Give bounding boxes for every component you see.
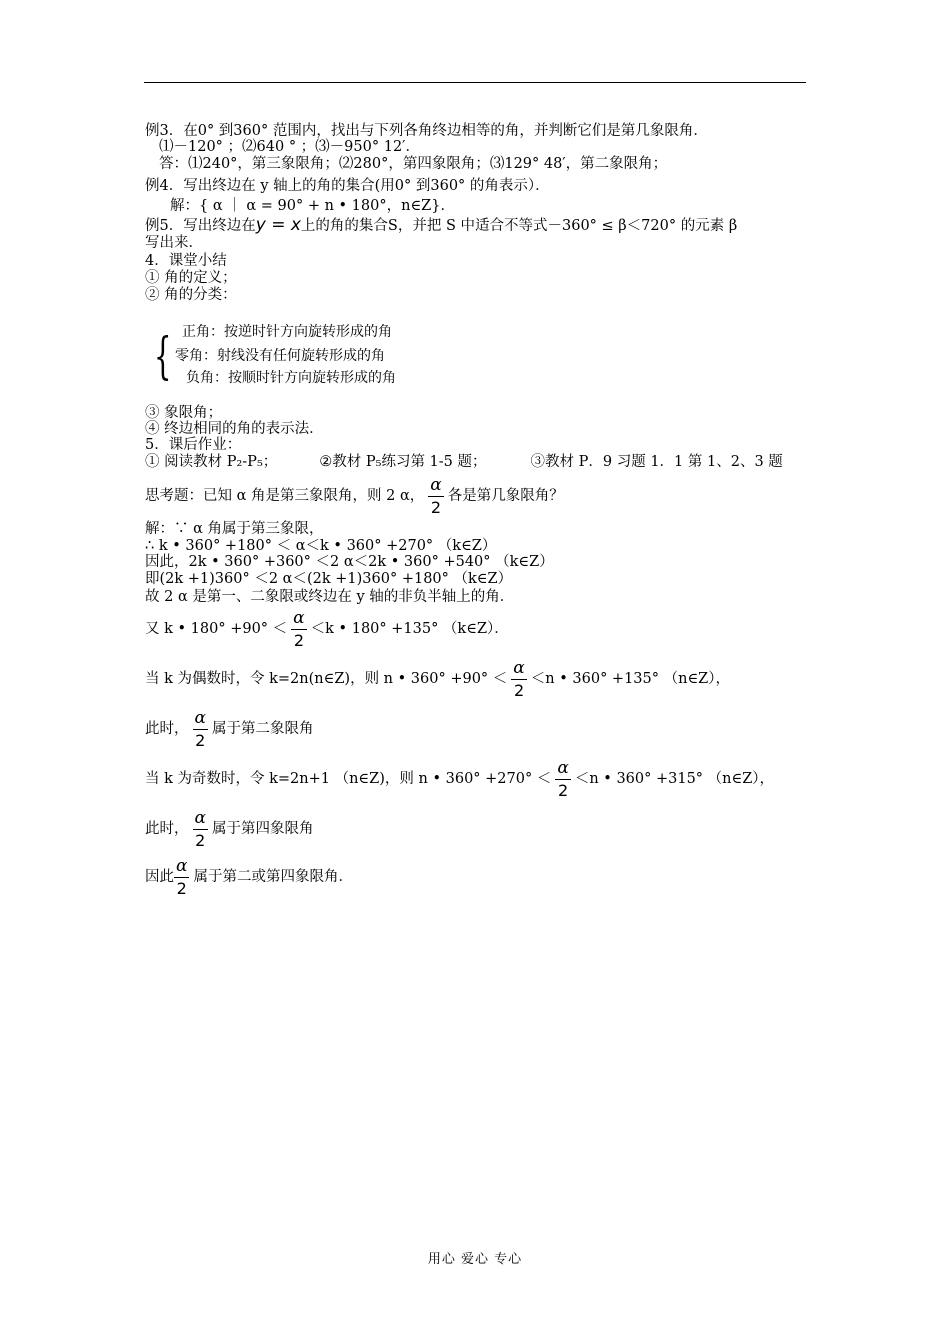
section-4-title: 4．课堂小结 bbox=[145, 253, 227, 269]
homework-2: ②教材 P₅练习第 1-5 题； bbox=[319, 454, 487, 470]
solution-line-10 bbox=[145, 806, 313, 852]
example-3-answer: 答：⑴240°，第三象限角；⑵280°，第四象限角；⑶129° 48′，第二象限角； bbox=[159, 156, 668, 172]
negative-angle: 负角：按顺时针方向旋转形成的角 bbox=[186, 370, 396, 386]
example-5 bbox=[145, 217, 737, 234]
fraction-alpha-over-2 bbox=[193, 707, 208, 750]
think-question-a: 思考题：已知 α 角是第三象限角，则 2 α， bbox=[145, 488, 425, 504]
homework-3: ③教材 P．9 习题 1．1 第 1、2、3 题 bbox=[530, 454, 783, 470]
solution-line-6-b: ＜k • 180° +135° （k∈Z）． bbox=[310, 621, 509, 637]
example-4: 例4．写出终边在 y 轴上的角的集合(用0° 到360° 的角表示）． bbox=[145, 178, 550, 194]
solution-line-6 bbox=[145, 606, 509, 652]
fraction-denominator: 2 bbox=[293, 630, 304, 650]
solution-line-9-a: 当 k 为奇数时，令 k=2n+1 （n∈Z)，则 n • 360° +270° ＜ bbox=[145, 771, 552, 787]
solution-line-6-a: 又 k • 180° +90° ＜ bbox=[145, 621, 288, 637]
positive-angle: 正角：按逆时针方向旋转形成的角 bbox=[182, 324, 392, 340]
fraction-numerator: α bbox=[430, 474, 442, 495]
fraction-numerator: α bbox=[513, 657, 525, 678]
summary-item-2: ② 角的分类： bbox=[145, 287, 237, 303]
solution-line-10-b: 属于第四象限角 bbox=[211, 821, 314, 837]
fraction-numerator: α bbox=[194, 807, 206, 828]
fraction-numerator: α bbox=[194, 707, 206, 728]
homework bbox=[145, 454, 783, 470]
solution-line-7-b: ＜n • 360° +135° （n∈Z）， bbox=[530, 671, 731, 687]
solution-line-11 bbox=[145, 854, 353, 900]
zero-angle: 零角：射线没有任何旋转形成的角 bbox=[175, 348, 385, 364]
example-5-formula: y = x bbox=[255, 215, 301, 235]
example-5-part-c: 上的角的集合S，并把 S 中适合不等式－360° ≤ β＜720° 的元素 β bbox=[300, 218, 738, 234]
section-5-title: 5．课后作业： bbox=[145, 437, 242, 453]
classification-brace: { bbox=[154, 327, 172, 385]
solution-line-8 bbox=[145, 706, 313, 752]
solution-line-11-a: 因此 bbox=[145, 869, 174, 885]
fraction-numerator: α bbox=[293, 607, 305, 628]
solution-line-5: 故 2 α 是第一、二象限或终边在 y 轴的非负半轴上的角． bbox=[145, 589, 515, 605]
solution-line-3: 因此，2k • 360° +360° ＜2 α＜2k • 360° +540° （k∈Z） bbox=[145, 554, 554, 570]
think-question bbox=[145, 473, 564, 519]
fraction-numerator: α bbox=[176, 855, 188, 876]
page-footer: 用心 爱心 专心 bbox=[427, 1252, 523, 1267]
solution-line-10-a: 此时， bbox=[145, 821, 189, 837]
fraction-alpha-over-2 bbox=[555, 757, 570, 800]
solution-line-2: ∴ k • 360° +180° ＜ α＜k • 360° +270° （k∈Z） bbox=[145, 538, 497, 554]
think-question-b: 各是第几象限角？ bbox=[447, 488, 564, 504]
solution-line-7 bbox=[145, 656, 730, 702]
fraction-denominator: 2 bbox=[195, 730, 206, 750]
summary-item-1: ① 角的定义； bbox=[145, 270, 237, 286]
example-4-answer: 解：{ α ｜ α = 90° + n • 180°，n∈Z}． bbox=[170, 198, 455, 214]
fraction-denominator: 2 bbox=[430, 497, 442, 517]
fraction-alpha-over-2 bbox=[193, 807, 208, 850]
example-3: 例3．在0° 到360° 范围内，找出与下列各角终边相等的角，并判断它们是第几象限角． bbox=[145, 123, 708, 139]
solution-line-8-b: 属于第二象限角 bbox=[211, 721, 314, 737]
fraction-denominator: 2 bbox=[513, 680, 525, 700]
solution-line-8-a: 此时， bbox=[145, 721, 189, 737]
example-5-cont: 写出来． bbox=[145, 235, 203, 251]
header-rule bbox=[144, 82, 806, 83]
fraction-numerator: α bbox=[557, 757, 569, 778]
fraction-alpha-over-2 bbox=[291, 607, 306, 650]
solution-line-4: 即(2k +1)360° ＜2 α＜(2k +1)360° +180° （k∈Z） bbox=[145, 571, 513, 587]
fraction-alpha-over-2 bbox=[428, 474, 443, 517]
solution-line-11-b: 属于第二或第四象限角． bbox=[193, 869, 353, 885]
fraction-denominator: 2 bbox=[557, 780, 569, 800]
fraction-alpha-over-2 bbox=[511, 657, 526, 700]
summary-item-4: ④ 终边相同的角的表示法． bbox=[145, 421, 324, 437]
example-3-questions: ⑴－120° ；⑵640 ° ；⑶－950° 12′． bbox=[159, 139, 420, 155]
solution-line-9-b: ＜n • 360° +315° （n∈Z）， bbox=[574, 771, 775, 787]
solution-line-9 bbox=[145, 756, 774, 802]
fraction-alpha-over-2 bbox=[174, 855, 189, 898]
summary-item-3: ③ 象限角； bbox=[145, 405, 223, 421]
fraction-denominator: 2 bbox=[176, 878, 187, 898]
solution-line-1: 解：∵ α 角属于第三象限， bbox=[145, 521, 324, 537]
solution-line-7-a: 当 k 为偶数时，令 k=2n(n∈Z)，则 n • 360° +90° ＜ bbox=[145, 671, 508, 687]
homework-1: ① 阅读教材 P₂-P₅； bbox=[145, 454, 278, 470]
fraction-denominator: 2 bbox=[195, 830, 206, 850]
example-5-part-a: 例5．写出终边在 bbox=[145, 218, 256, 234]
